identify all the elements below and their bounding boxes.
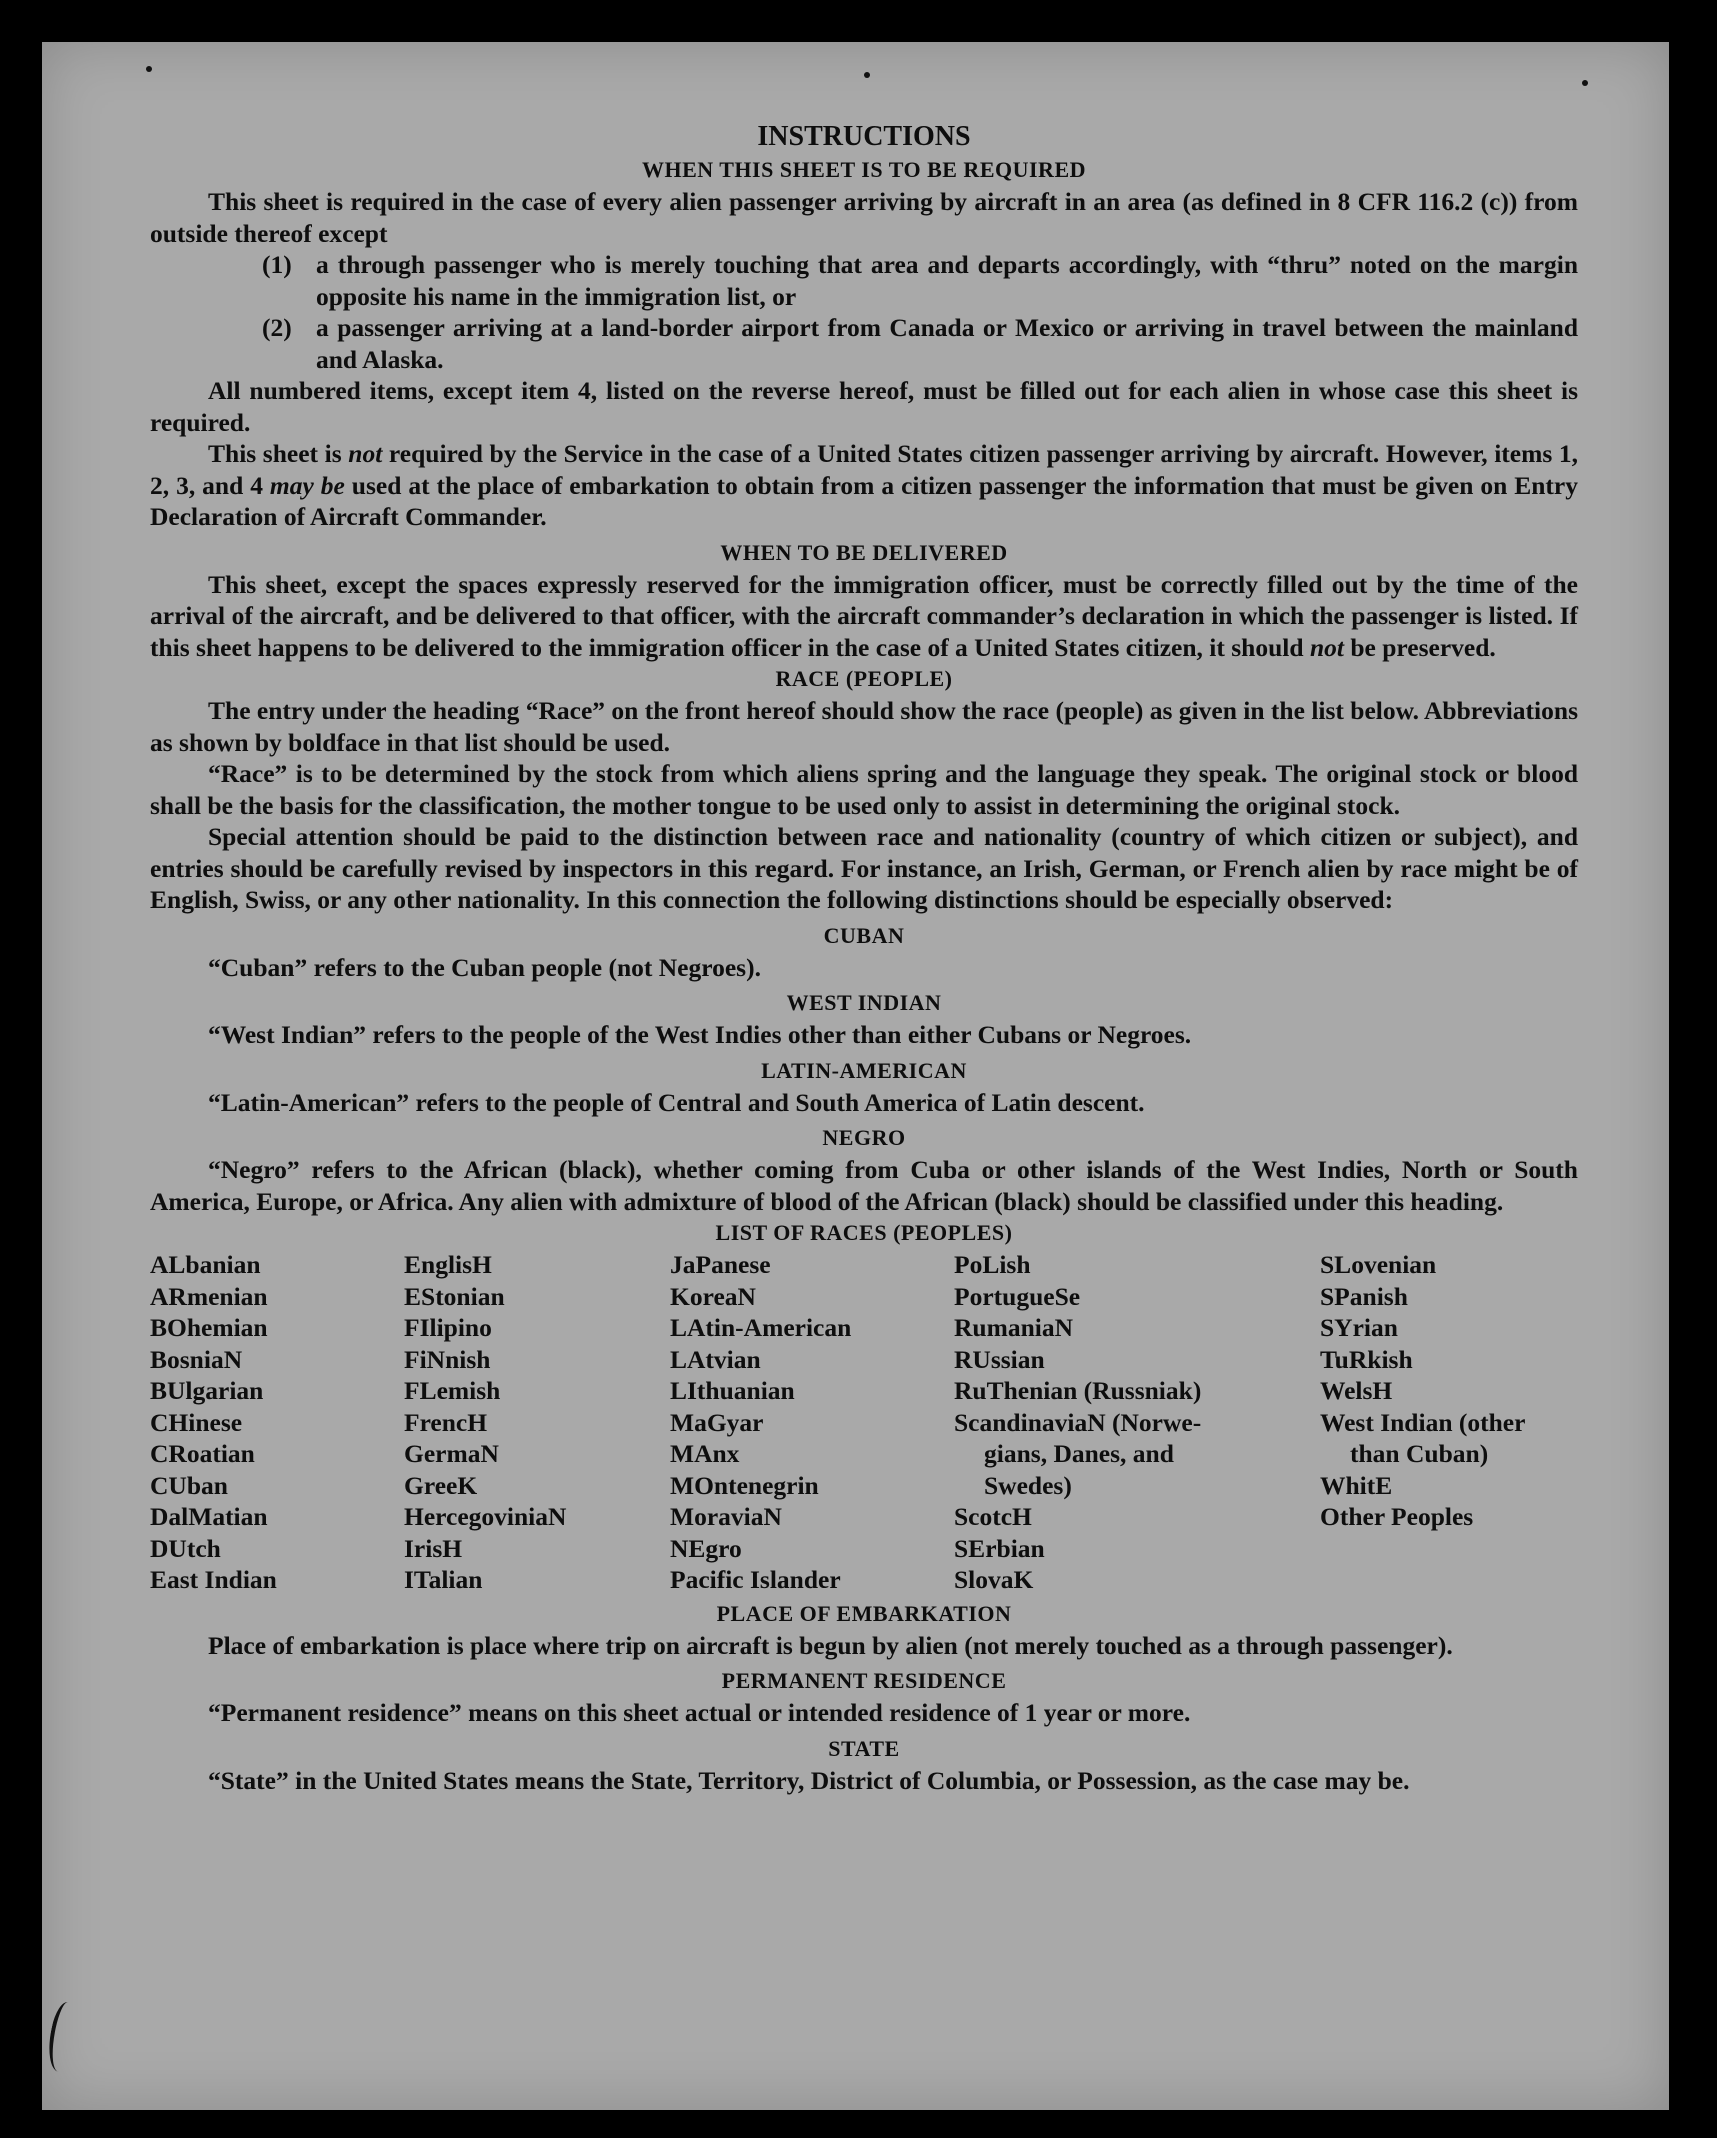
pen-mark [43, 2000, 83, 2074]
section-heading: LIST OF RACES (PEOPLES) [715, 1220, 1013, 1245]
race-entry: NEgro [670, 1533, 742, 1563]
text-run: required by the Service in the case of a United States citizen passenger arriving by aircraft. However, items 1, 2, 3, and 4 [150, 439, 1578, 500]
race-entry: EStonian [404, 1281, 505, 1311]
race-entry: RuThenian (Russniak) [954, 1376, 1202, 1405]
race-entry: CRoatian [150, 1439, 255, 1468]
item-number: (1) [262, 250, 292, 279]
race-entry: DUtch [150, 1533, 221, 1563]
emphasis: may be [269, 470, 345, 500]
race-entry: CUban [150, 1470, 228, 1500]
race-entry: MoraviaN [670, 1502, 782, 1531]
section-heading: WEST INDIAN [786, 990, 942, 1015]
race-entry: TuRkish [1320, 1344, 1413, 1374]
race-entry: CHinese [150, 1407, 243, 1437]
page-title: INSTRUCTIONS [757, 121, 971, 152]
section-heading: NEGRO [822, 1125, 906, 1150]
paragraph: The entry under the heading “Race” on the front hereof should show the race (people) as given in the list below. Abbreviations as shown by boldface in that list should be used. [150, 696, 1578, 757]
paragraph: All numbered items, except item 4, listed on the reverse hereof, must be filled out for each alien in whose case this sheet is required. [150, 376, 1578, 437]
race-entry: MOntenegrin [670, 1470, 819, 1500]
race-entry: LAtin-American [670, 1313, 852, 1342]
races-list [150, 1249, 1578, 1596]
race-entry: WhitE [1320, 1470, 1393, 1500]
race-entry: GreeK [404, 1470, 478, 1500]
race-entry: SErbian [954, 1533, 1045, 1563]
paragraph: “Permanent residence” means on this sheet actual or intended residence of 1 year or more. [208, 1698, 1191, 1727]
paragraph: “Race” is to be determined by the stock from which aliens spring and the language they speak. The original stock or blood shall be the basis for the classification, the mother tongue to be used only to assist in determining the original stock. [150, 759, 1578, 820]
races-column [670, 1249, 954, 1596]
section-heading: RACE (PEOPLE) [775, 666, 953, 691]
race-entry: LIthuanian [670, 1376, 795, 1405]
paragraph: This sheet is required in the case of every alien passenger arriving by aircraft in an area (as defined in 8 CFR 116.2 (c)) from outside thereof except [150, 187, 1578, 248]
race-entry: gians, Danes, and [984, 1439, 1174, 1468]
section-heading: STATE [828, 1735, 900, 1761]
instructions-body [150, 118, 1578, 1796]
race-entry: ITalian [404, 1565, 483, 1594]
race-entry: HercegoviniaN [404, 1502, 567, 1531]
races-column [404, 1249, 670, 1596]
races-column [954, 1249, 1320, 1596]
race-entry: RumaniaN [954, 1313, 1074, 1342]
race-entry: ARmenian [150, 1281, 268, 1311]
race-entry: DalMatian [150, 1502, 268, 1531]
section-heading: PERMANENT RESIDENCE [721, 1668, 1007, 1693]
race-entry: FrencH [404, 1407, 488, 1437]
race-entry: BosniaN [150, 1344, 243, 1374]
race-entry: BUlgarian [150, 1376, 264, 1405]
text-run: used at the place of embarkation to obtain from a citizen passenger the information that must be given on Entry Declaration of Aircraft Commander. [150, 470, 1578, 531]
paragraph: “Latin-American” refers to the people of Central and South America of Latin descent. [208, 1087, 1145, 1117]
race-entry: GermaN [404, 1439, 499, 1468]
race-entry: FLemish [404, 1376, 501, 1405]
race-entry: IrisH [404, 1533, 463, 1563]
item-number: (2) [262, 313, 292, 342]
paragraph: Place of embarkation is place where trip on aircraft is begun by alien (not merely touched as a through passenger). [208, 1630, 1453, 1660]
race-entry: Pacific Islander [670, 1565, 841, 1594]
race-entry: RUssian [954, 1344, 1045, 1374]
paragraph: “Negro” refers to the African (black), whether coming from Cuba or other islands of the West Indies, North or South America, Europe, or Africa. Any alien with admixture of blood of the African (black) should be classified under this heading. [150, 1155, 1578, 1216]
race-entry: Swedes) [984, 1470, 1072, 1500]
section-heading: LATIN-AMERICAN [761, 1057, 967, 1083]
section-heading: PLACE OF EMBARKATION [716, 1600, 1012, 1626]
item-text: a through passenger who is merely touching that area and departs accordingly, with “thru” noted on the margin opposite his name in the immigration list, or [316, 250, 1578, 311]
speck-mark [1582, 80, 1588, 86]
race-entry: FIlipino [404, 1313, 492, 1342]
paragraph: “West Indian” refers to the people of the West Indies other than either Cubans or Negroes. [208, 1020, 1192, 1049]
race-entry: EnglisH [404, 1250, 492, 1279]
section-heading: WHEN THIS SHEET IS TO BE REQUIRED [641, 157, 1087, 182]
race-entry: SPanish [1320, 1281, 1408, 1311]
list-item [150, 312, 1578, 375]
races-column [1320, 1249, 1578, 1596]
item-text: a passenger arriving at a land-border airport from Canada or Mexico or arriving in travel between the mainland and Alaska. [316, 313, 1578, 374]
race-entry: SYrian [1320, 1313, 1398, 1342]
race-entry: BOhemian [150, 1313, 268, 1342]
paragraph [150, 569, 1578, 664]
race-entry: SlovaK [954, 1565, 1034, 1594]
race-entry: ScotcH [954, 1502, 1032, 1531]
section-heading: CUBAN [823, 922, 905, 948]
race-entry: East Indian [150, 1565, 277, 1594]
race-entry: MaGyar [670, 1407, 764, 1437]
text-run: This sheet is [208, 439, 349, 468]
list-item [150, 249, 1578, 312]
section-heading: WHEN TO BE DELIVERED [720, 539, 1008, 565]
race-entry: Other Peoples [1320, 1502, 1474, 1531]
race-entry: PortugueSe [954, 1281, 1081, 1311]
race-entry: FiNnish [404, 1344, 491, 1374]
race-entry: JaPanese [670, 1250, 771, 1279]
text-run: be preserved. [1343, 632, 1496, 662]
paragraph: Special attention should be paid to the distinction between race and nationality (country of which citizen or subject), and entries should be carefully revised by inspectors in this regard. For instance, an Irish, German, or French alien by race might be of English, Swiss, or any other nationality. In this connection the following distinctions should be especially observed: [150, 822, 1578, 914]
paragraph [150, 438, 1578, 533]
race-entry: West Indian (other [1320, 1407, 1526, 1437]
emphasis: not [1309, 632, 1344, 662]
race-entry: LAtvian [670, 1344, 761, 1374]
race-entry: PoLish [954, 1250, 1031, 1279]
text-run: This sheet, except the spaces expressly reserved for the immigration officer, must be correctly filled out by the time of the arrival of the aircraft, and be delivered to that officer, with the aircraft commander’s declaration in which the passenger is listed. If this sheet happens to be delivered to the immigration officer in the case of a United States citizen, it should [150, 569, 1578, 662]
paragraph: “State” in the United States means the State, Territory, District of Columbia, or Possession, as the case may be. [208, 1765, 1410, 1795]
race-entry: than Cuban) [1350, 1439, 1489, 1468]
race-entry: KoreaN [670, 1281, 756, 1311]
race-entry: SLovenian [1320, 1250, 1437, 1279]
document-page [42, 42, 1669, 2110]
speck-mark [864, 72, 870, 78]
race-entry: ScandinaviaN (Norwe- [954, 1407, 1202, 1437]
race-entry: MAnx [670, 1439, 740, 1468]
race-entry: ALbanian [150, 1250, 261, 1279]
speck-mark [146, 66, 152, 72]
paragraph: “Cuban” refers to the Cuban people (not Negroes). [208, 952, 761, 982]
races-column [150, 1249, 404, 1596]
emphasis: not [348, 439, 383, 468]
race-entry: WelsH [1320, 1376, 1393, 1405]
